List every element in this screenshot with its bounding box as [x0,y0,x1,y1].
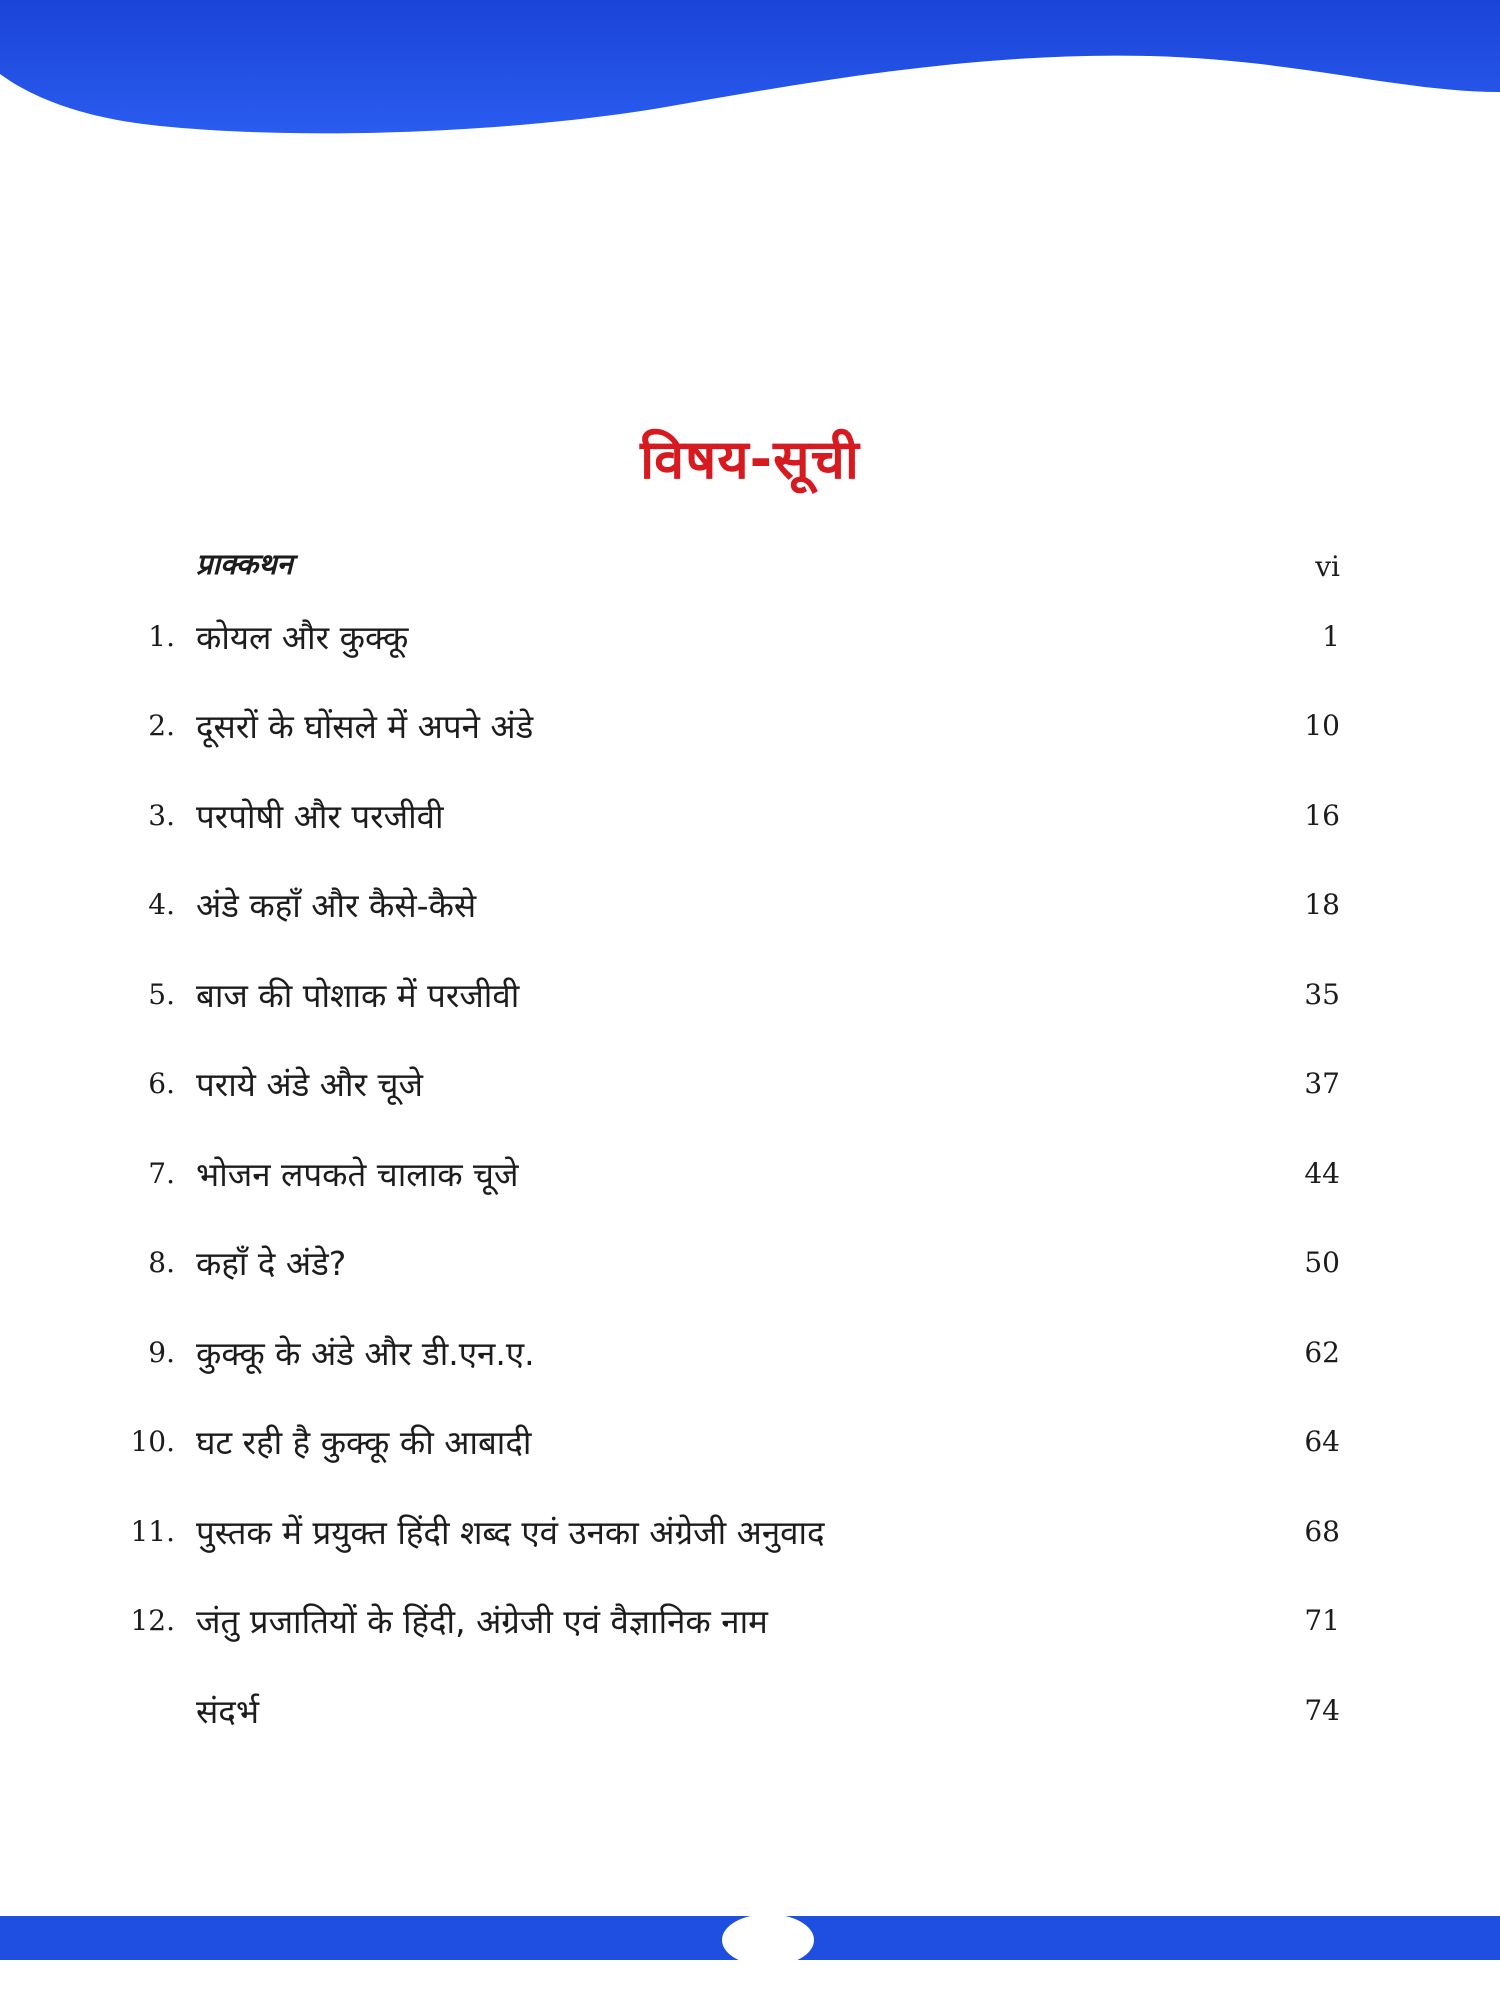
toc-entry-page: 68 [1304,1515,1340,1548]
toc-entry-number: 7. [148,1157,175,1190]
toc-entry-title: दूसरों के घोंसले में अपने अंडे [196,707,534,746]
toc-entry-number: 4. [148,888,175,921]
page-title: विषय-सूची [640,428,860,491]
toc-entry-title: बाज की पोशाक में परजीवी [196,976,520,1015]
toc-row[interactable] [0,1505,1500,1565]
toc-entry-number: 11. [130,1515,175,1548]
toc-entry-number: 1. [148,620,175,653]
toc-row-preface[interactable] [0,540,1500,600]
toc-row[interactable] [0,610,1500,670]
toc-entry-title: कुक्कू के अंडे और डी.एन.ए. [196,1334,535,1373]
toc-entry-page: 35 [1304,978,1340,1011]
toc-row[interactable] [0,968,1500,1028]
toc-entry-page: vi [1315,550,1340,583]
toc-entry-number: 10. [130,1425,175,1458]
toc-entry-page: 50 [1304,1246,1340,1279]
toc-entry-page: 62 [1304,1336,1340,1369]
toc-entry-title: प्राक्कथन [196,547,293,581]
toc-entry-page: 1 [1322,620,1340,653]
toc-row[interactable] [0,1594,1500,1654]
toc-entry-number: 6. [148,1067,175,1100]
toc-entry-number: 3. [148,799,175,832]
toc-entry-page: 74 [1304,1694,1340,1727]
toc-entry-page: 16 [1304,799,1340,832]
toc-row-references[interactable] [0,1684,1500,1744]
toc-row[interactable] [0,1415,1500,1475]
toc-entry-number: 8. [148,1246,175,1279]
toc-row[interactable] [0,1326,1500,1386]
toc-entry-number: 2. [148,709,175,742]
toc-entry-title: परपोषी और परजीवी [196,797,444,836]
toc-entry-number: 12. [130,1604,175,1637]
toc-row[interactable] [0,1236,1500,1296]
toc-entry-title: संदर्भ [196,1692,260,1731]
toc-entry-title: कोयल और कुक्कू [196,618,409,657]
toc-row[interactable] [0,699,1500,759]
toc-entry-page: 64 [1304,1425,1340,1458]
toc-entry-title: कहाँ दे अंडे? [196,1244,347,1283]
toc-row[interactable] [0,1057,1500,1117]
toc-entry-title: पराये अंडे और चूजे [196,1065,423,1104]
toc-entry-page: 37 [1304,1067,1340,1100]
toc-entry-page: 10 [1304,709,1340,742]
toc-row[interactable] [0,878,1500,938]
toc-row[interactable] [0,789,1500,849]
toc-entry-title: घट रही है कुक्कू की आबादी [196,1423,532,1462]
toc-entry-page: 71 [1304,1604,1340,1637]
bottom-band [0,1910,1500,1970]
toc-entry-title: भोजन लपकते चालाक चूजे [196,1155,519,1194]
toc-entry-page: 44 [1304,1157,1340,1190]
toc-entry-page: 18 [1304,888,1340,921]
toc-entry-title: पुस्तक में प्रयुक्त हिंदी शब्द एवं उनका अंग्रेजी अनुवाद [196,1513,825,1552]
toc-row[interactable] [0,1147,1500,1207]
toc-entry-number: 9. [148,1336,175,1369]
top-wave-banner [0,0,1500,150]
toc-entry-title: जंतु प्रजातियों के हिंदी, अंग्रेजी एवं वैज्ञानिक नाम [196,1602,768,1641]
toc-entry-number: 5. [148,978,175,1011]
toc-entry-title: अंडे कहाँ और कैसे-कैसे [196,886,477,925]
